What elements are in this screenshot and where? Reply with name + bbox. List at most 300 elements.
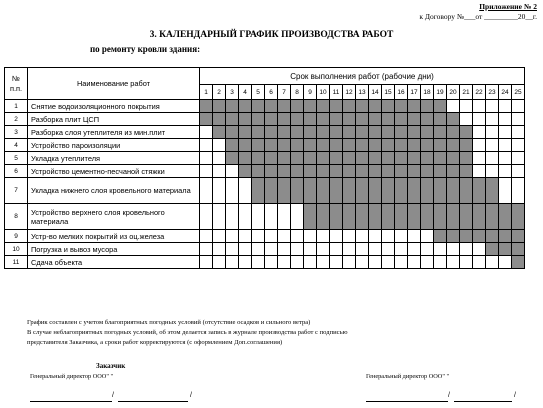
gantt-bar-cell [252, 126, 265, 139]
gantt-bar-cell [278, 139, 291, 152]
work-name: Разборка слоя утеплителя из мин.плит [28, 126, 200, 139]
gantt-empty-cell [213, 243, 226, 256]
gantt-bar-cell [447, 152, 460, 165]
gantt-empty-cell [460, 256, 473, 269]
gantt-empty-cell [213, 230, 226, 243]
day-header-7: 7 [278, 85, 291, 100]
gantt-bar-cell [408, 139, 421, 152]
work-name: Устройство цементно-песчаной стяжки [28, 165, 200, 178]
gantt-empty-cell [213, 139, 226, 152]
day-header-17: 17 [408, 85, 421, 100]
notes-block [27, 318, 348, 348]
gantt-bar-cell [278, 165, 291, 178]
gantt-empty-cell [473, 243, 486, 256]
gantt-empty-cell [512, 100, 525, 113]
gantt-bar-cell [382, 113, 395, 126]
gantt-empty-cell [369, 243, 382, 256]
gantt-bar-cell [239, 152, 252, 165]
gantt-empty-cell [356, 256, 369, 269]
day-header-6: 6 [265, 85, 278, 100]
gantt-empty-cell [343, 256, 356, 269]
gantt-bar-cell [330, 165, 343, 178]
table-row [5, 113, 525, 126]
note-line: График составлен с учетом благоприятных погодных условий (отсутствие осадков и сильного ветра) [27, 319, 311, 326]
gantt-empty-cell [278, 256, 291, 269]
gantt-bar-cell [395, 178, 408, 204]
gantt-empty-cell [213, 204, 226, 230]
gantt-empty-cell [486, 165, 499, 178]
day-header-1: 1 [200, 85, 213, 100]
gantt-bar-cell [317, 204, 330, 230]
gantt-bar-cell [343, 152, 356, 165]
note-line: В случае неблагоприятных погодных условий, об этом делается запись в журнале производства работ с подписью [27, 329, 348, 336]
gantt-empty-cell [460, 113, 473, 126]
gantt-bar-cell [330, 152, 343, 165]
gantt-bar-cell [226, 152, 239, 165]
gantt-bar-cell [330, 126, 343, 139]
gantt-bar-cell [278, 100, 291, 113]
gantt-bar-cell [304, 152, 317, 165]
gantt-empty-cell [304, 243, 317, 256]
gantt-bar-cell [434, 126, 447, 139]
gantt-empty-cell [369, 230, 382, 243]
gantt-bar-cell [382, 165, 395, 178]
schedule-table [4, 67, 525, 269]
gantt-empty-cell [330, 243, 343, 256]
gantt-bar-cell [408, 165, 421, 178]
row-number: 11 [5, 256, 28, 269]
gantt-empty-cell [265, 204, 278, 230]
document-subtitle: по ремонту кровли здания: [89, 44, 201, 54]
gantt-bar-cell [317, 139, 330, 152]
gantt-bar-cell [304, 165, 317, 178]
gantt-empty-cell [382, 243, 395, 256]
appendix-header [419, 2, 537, 22]
gantt-empty-cell [278, 204, 291, 230]
left-signature-line [30, 401, 112, 402]
gantt-bar-cell [252, 165, 265, 178]
gantt-bar-cell [421, 113, 434, 126]
gantt-bar-cell [512, 230, 525, 243]
gantt-bar-cell [408, 204, 421, 230]
gantt-empty-cell [291, 204, 304, 230]
gantt-empty-cell [356, 243, 369, 256]
gantt-empty-cell [200, 178, 213, 204]
gantt-empty-cell [200, 165, 213, 178]
table-row [5, 139, 525, 152]
gantt-empty-cell [486, 139, 499, 152]
row-number: 5 [5, 152, 28, 165]
gantt-bar-cell [330, 113, 343, 126]
table-row [5, 165, 525, 178]
gantt-empty-cell [512, 178, 525, 204]
gantt-empty-cell [499, 256, 512, 269]
gantt-bar-cell [291, 100, 304, 113]
gantt-bar-cell [239, 126, 252, 139]
gantt-empty-cell [200, 243, 213, 256]
gantt-bar-cell [512, 204, 525, 230]
gantt-empty-cell [226, 165, 239, 178]
gantt-empty-cell [265, 256, 278, 269]
gantt-empty-cell [265, 243, 278, 256]
gantt-empty-cell [226, 204, 239, 230]
gantt-bar-cell [343, 113, 356, 126]
gantt-bar-cell [291, 126, 304, 139]
gantt-empty-cell [395, 256, 408, 269]
row-number: 10 [5, 243, 28, 256]
table-row [5, 243, 525, 256]
row-number: 7 [5, 178, 28, 204]
gantt-bar-cell [434, 139, 447, 152]
gantt-empty-cell [278, 243, 291, 256]
gantt-bar-cell [447, 178, 460, 204]
gantt-bar-cell [447, 204, 460, 230]
gantt-bar-cell [408, 152, 421, 165]
gantt-empty-cell [200, 139, 213, 152]
gantt-empty-cell [343, 230, 356, 243]
gantt-bar-cell [460, 165, 473, 178]
gantt-bar-cell [382, 126, 395, 139]
gantt-bar-cell [434, 100, 447, 113]
day-header-8: 8 [291, 85, 304, 100]
gantt-empty-cell [239, 256, 252, 269]
gantt-empty-cell [512, 126, 525, 139]
gantt-bar-cell [460, 230, 473, 243]
gantt-empty-cell [226, 243, 239, 256]
gantt-bar-cell [460, 178, 473, 204]
gantt-empty-cell [499, 100, 512, 113]
gantt-empty-cell [512, 113, 525, 126]
gantt-empty-cell [239, 243, 252, 256]
gantt-empty-cell [447, 256, 460, 269]
gantt-bar-cell [421, 139, 434, 152]
gantt-bar-cell [304, 204, 317, 230]
gantt-bar-cell [434, 178, 447, 204]
gantt-bar-cell [226, 100, 239, 113]
gantt-bar-cell [356, 126, 369, 139]
col-name-header: Наименование работ [28, 68, 200, 100]
gantt-bar-cell [408, 100, 421, 113]
gantt-empty-cell [434, 243, 447, 256]
gantt-empty-cell [408, 256, 421, 269]
gantt-bar-cell [343, 100, 356, 113]
gantt-bar-cell [343, 126, 356, 139]
gantt-bar-cell [356, 152, 369, 165]
gantt-bar-cell [369, 152, 382, 165]
gantt-bar-cell [213, 100, 226, 113]
day-header-22: 22 [473, 85, 486, 100]
gantt-empty-cell [239, 230, 252, 243]
gantt-bar-cell [447, 126, 460, 139]
gantt-empty-cell [226, 178, 239, 204]
gantt-bar-cell [317, 113, 330, 126]
gantt-empty-cell [291, 243, 304, 256]
gantt-bar-cell [369, 126, 382, 139]
day-header-18: 18 [421, 85, 434, 100]
gantt-bar-cell [304, 126, 317, 139]
gantt-empty-cell [278, 230, 291, 243]
gantt-empty-cell [499, 113, 512, 126]
gantt-bar-cell [356, 113, 369, 126]
gantt-bar-cell [382, 139, 395, 152]
gantt-bar-cell [252, 152, 265, 165]
gantt-empty-cell [447, 243, 460, 256]
gantt-empty-cell [486, 126, 499, 139]
gantt-empty-cell [512, 165, 525, 178]
gantt-empty-cell [343, 243, 356, 256]
schedule-rows [5, 100, 525, 269]
gantt-empty-cell [213, 152, 226, 165]
table-row [5, 178, 525, 204]
gantt-empty-cell [382, 256, 395, 269]
gantt-empty-cell [239, 204, 252, 230]
gantt-bar-cell [473, 230, 486, 243]
gantt-bar-cell [473, 178, 486, 204]
gantt-bar-cell [434, 113, 447, 126]
day-header-9: 9 [304, 85, 317, 100]
gantt-bar-cell [473, 204, 486, 230]
day-header-10: 10 [317, 85, 330, 100]
gantt-bar-cell [265, 178, 278, 204]
day-header-13: 13 [356, 85, 369, 100]
gantt-empty-cell [447, 100, 460, 113]
gantt-empty-cell [317, 243, 330, 256]
gantt-bar-cell [486, 230, 499, 243]
gantt-empty-cell [408, 230, 421, 243]
gantt-bar-cell [395, 100, 408, 113]
day-header-15: 15 [382, 85, 395, 100]
gantt-bar-cell [395, 113, 408, 126]
day-header-19: 19 [434, 85, 447, 100]
gantt-bar-cell [252, 178, 265, 204]
gantt-bar-cell [343, 139, 356, 152]
gantt-bar-cell [330, 204, 343, 230]
gantt-empty-cell [317, 230, 330, 243]
gantt-empty-cell [200, 126, 213, 139]
gantt-empty-cell [304, 230, 317, 243]
gantt-bar-cell [239, 165, 252, 178]
gantt-bar-cell [356, 100, 369, 113]
gantt-bar-cell [356, 139, 369, 152]
gantt-bar-cell [395, 139, 408, 152]
gantt-bar-cell [213, 113, 226, 126]
gantt-bar-cell [343, 165, 356, 178]
gantt-bar-cell [382, 100, 395, 113]
gantt-bar-cell [434, 230, 447, 243]
left-signatory-position: Генеральный директор ООО" " [30, 373, 114, 380]
gantt-empty-cell [369, 256, 382, 269]
gantt-bar-cell [291, 113, 304, 126]
gantt-empty-cell [200, 204, 213, 230]
appendix-contract: к Договору №___от _________20__г. [419, 12, 537, 21]
gantt-bar-cell [265, 100, 278, 113]
gantt-bar-cell [278, 113, 291, 126]
gantt-bar-cell [499, 230, 512, 243]
gantt-empty-cell [460, 100, 473, 113]
gantt-bar-cell [265, 165, 278, 178]
gantt-bar-cell [369, 100, 382, 113]
gantt-bar-cell [434, 204, 447, 230]
gantt-empty-cell [473, 126, 486, 139]
gantt-bar-cell [213, 126, 226, 139]
gantt-empty-cell [499, 165, 512, 178]
gantt-empty-cell [512, 152, 525, 165]
day-header-3: 3 [226, 85, 239, 100]
gantt-bar-cell [226, 113, 239, 126]
gantt-empty-cell [226, 256, 239, 269]
gantt-empty-cell [330, 230, 343, 243]
gantt-bar-cell [252, 100, 265, 113]
day-header-4: 4 [239, 85, 252, 100]
gantt-empty-cell [473, 113, 486, 126]
gantt-bar-cell [499, 243, 512, 256]
gantt-empty-cell [421, 243, 434, 256]
day-header-14: 14 [369, 85, 382, 100]
gantt-bar-cell [512, 256, 525, 269]
gantt-bar-cell [499, 204, 512, 230]
right-name-line [454, 401, 512, 402]
work-name: Устройство пароизоляции [28, 139, 200, 152]
gantt-empty-cell [252, 243, 265, 256]
row-number: 8 [5, 204, 28, 230]
row-number: 1 [5, 100, 28, 113]
gantt-empty-cell [434, 256, 447, 269]
day-header-21: 21 [460, 85, 473, 100]
gantt-bar-cell [291, 139, 304, 152]
gantt-bar-cell [486, 204, 499, 230]
gantt-bar-cell [382, 204, 395, 230]
table-row [5, 152, 525, 165]
gantt-bar-cell [460, 139, 473, 152]
gantt-bar-cell [382, 178, 395, 204]
right-signature-slash-end: / [514, 392, 516, 399]
gantt-bar-cell [460, 126, 473, 139]
col-period-header: Срок выполнения работ (рабочие дни) [200, 68, 525, 85]
gantt-empty-cell [499, 139, 512, 152]
gantt-bar-cell [317, 126, 330, 139]
gantt-bar-cell [304, 113, 317, 126]
gantt-empty-cell [421, 256, 434, 269]
gantt-bar-cell [265, 113, 278, 126]
gantt-bar-cell [395, 165, 408, 178]
gantt-empty-cell [200, 152, 213, 165]
gantt-empty-cell [252, 256, 265, 269]
gantt-empty-cell [421, 230, 434, 243]
gantt-empty-cell [499, 152, 512, 165]
gantt-bar-cell [200, 100, 213, 113]
gantt-bar-cell [382, 152, 395, 165]
gantt-bar-cell [421, 152, 434, 165]
gantt-empty-cell [382, 230, 395, 243]
gantt-bar-cell [447, 230, 460, 243]
gantt-empty-cell [408, 243, 421, 256]
gantt-bar-cell [460, 152, 473, 165]
gantt-bar-cell [434, 165, 447, 178]
gantt-bar-cell [278, 178, 291, 204]
gantt-empty-cell [291, 256, 304, 269]
gantt-empty-cell [330, 256, 343, 269]
row-number: 3 [5, 126, 28, 139]
gantt-bar-cell [304, 100, 317, 113]
gantt-bar-cell [369, 204, 382, 230]
gantt-bar-cell [278, 126, 291, 139]
gantt-bar-cell [369, 165, 382, 178]
gantt-bar-cell [434, 152, 447, 165]
right-signature-slash: / [448, 392, 450, 399]
left-signature-slash: / [112, 392, 114, 399]
table-row [5, 100, 525, 113]
gantt-empty-cell [486, 100, 499, 113]
day-header-24: 24 [499, 85, 512, 100]
gantt-empty-cell [395, 243, 408, 256]
gantt-empty-cell [213, 165, 226, 178]
document-title: 3. КАЛЕНДАРНЫЙ ГРАФИК ПРОИЗВОДСТВА РАБОТ [149, 30, 394, 40]
gantt-bar-cell [447, 165, 460, 178]
table-row [5, 256, 525, 269]
gantt-empty-cell [213, 178, 226, 204]
gantt-empty-cell [200, 256, 213, 269]
gantt-bar-cell [356, 204, 369, 230]
gantt-bar-cell [447, 139, 460, 152]
gantt-empty-cell [317, 256, 330, 269]
row-number: 9 [5, 230, 28, 243]
row-number: 6 [5, 165, 28, 178]
gantt-empty-cell [200, 230, 213, 243]
gantt-bar-cell [317, 152, 330, 165]
gantt-bar-cell [408, 113, 421, 126]
work-name: Погрузка и вывоз мусора [28, 243, 200, 256]
gantt-empty-cell [291, 230, 304, 243]
right-signature-line [366, 401, 448, 402]
gantt-empty-cell [486, 113, 499, 126]
gantt-bar-cell [486, 178, 499, 204]
gantt-bar-cell [252, 139, 265, 152]
day-header-25: 25 [512, 85, 525, 100]
gantt-bar-cell [265, 139, 278, 152]
row-number: 4 [5, 139, 28, 152]
gantt-bar-cell [369, 139, 382, 152]
left-name-line [118, 401, 188, 402]
work-name: Устр-во мелких покрытий из оц.железа [28, 230, 200, 243]
gantt-bar-cell [421, 204, 434, 230]
gantt-empty-cell [265, 230, 278, 243]
gantt-bar-cell [330, 178, 343, 204]
work-name: Сдача объекта [28, 256, 200, 269]
gantt-empty-cell [226, 230, 239, 243]
gantt-bar-cell [421, 100, 434, 113]
gantt-empty-cell [252, 230, 265, 243]
gantt-bar-cell [421, 165, 434, 178]
customer-label: Заказчик [96, 362, 126, 370]
gantt-empty-cell [473, 139, 486, 152]
table-row [5, 204, 525, 230]
gantt-bar-cell [239, 113, 252, 126]
gantt-empty-cell [213, 256, 226, 269]
gantt-bar-cell [317, 165, 330, 178]
gantt-bar-cell [395, 204, 408, 230]
gantt-bar-cell [460, 204, 473, 230]
row-number: 2 [5, 113, 28, 126]
gantt-bar-cell [486, 243, 499, 256]
gantt-bar-cell [239, 100, 252, 113]
gantt-empty-cell [395, 230, 408, 243]
gantt-empty-cell [473, 256, 486, 269]
gantt-bar-cell [291, 165, 304, 178]
gantt-bar-cell [291, 152, 304, 165]
gantt-bar-cell [408, 126, 421, 139]
gantt-bar-cell [395, 152, 408, 165]
gantt-bar-cell [278, 152, 291, 165]
